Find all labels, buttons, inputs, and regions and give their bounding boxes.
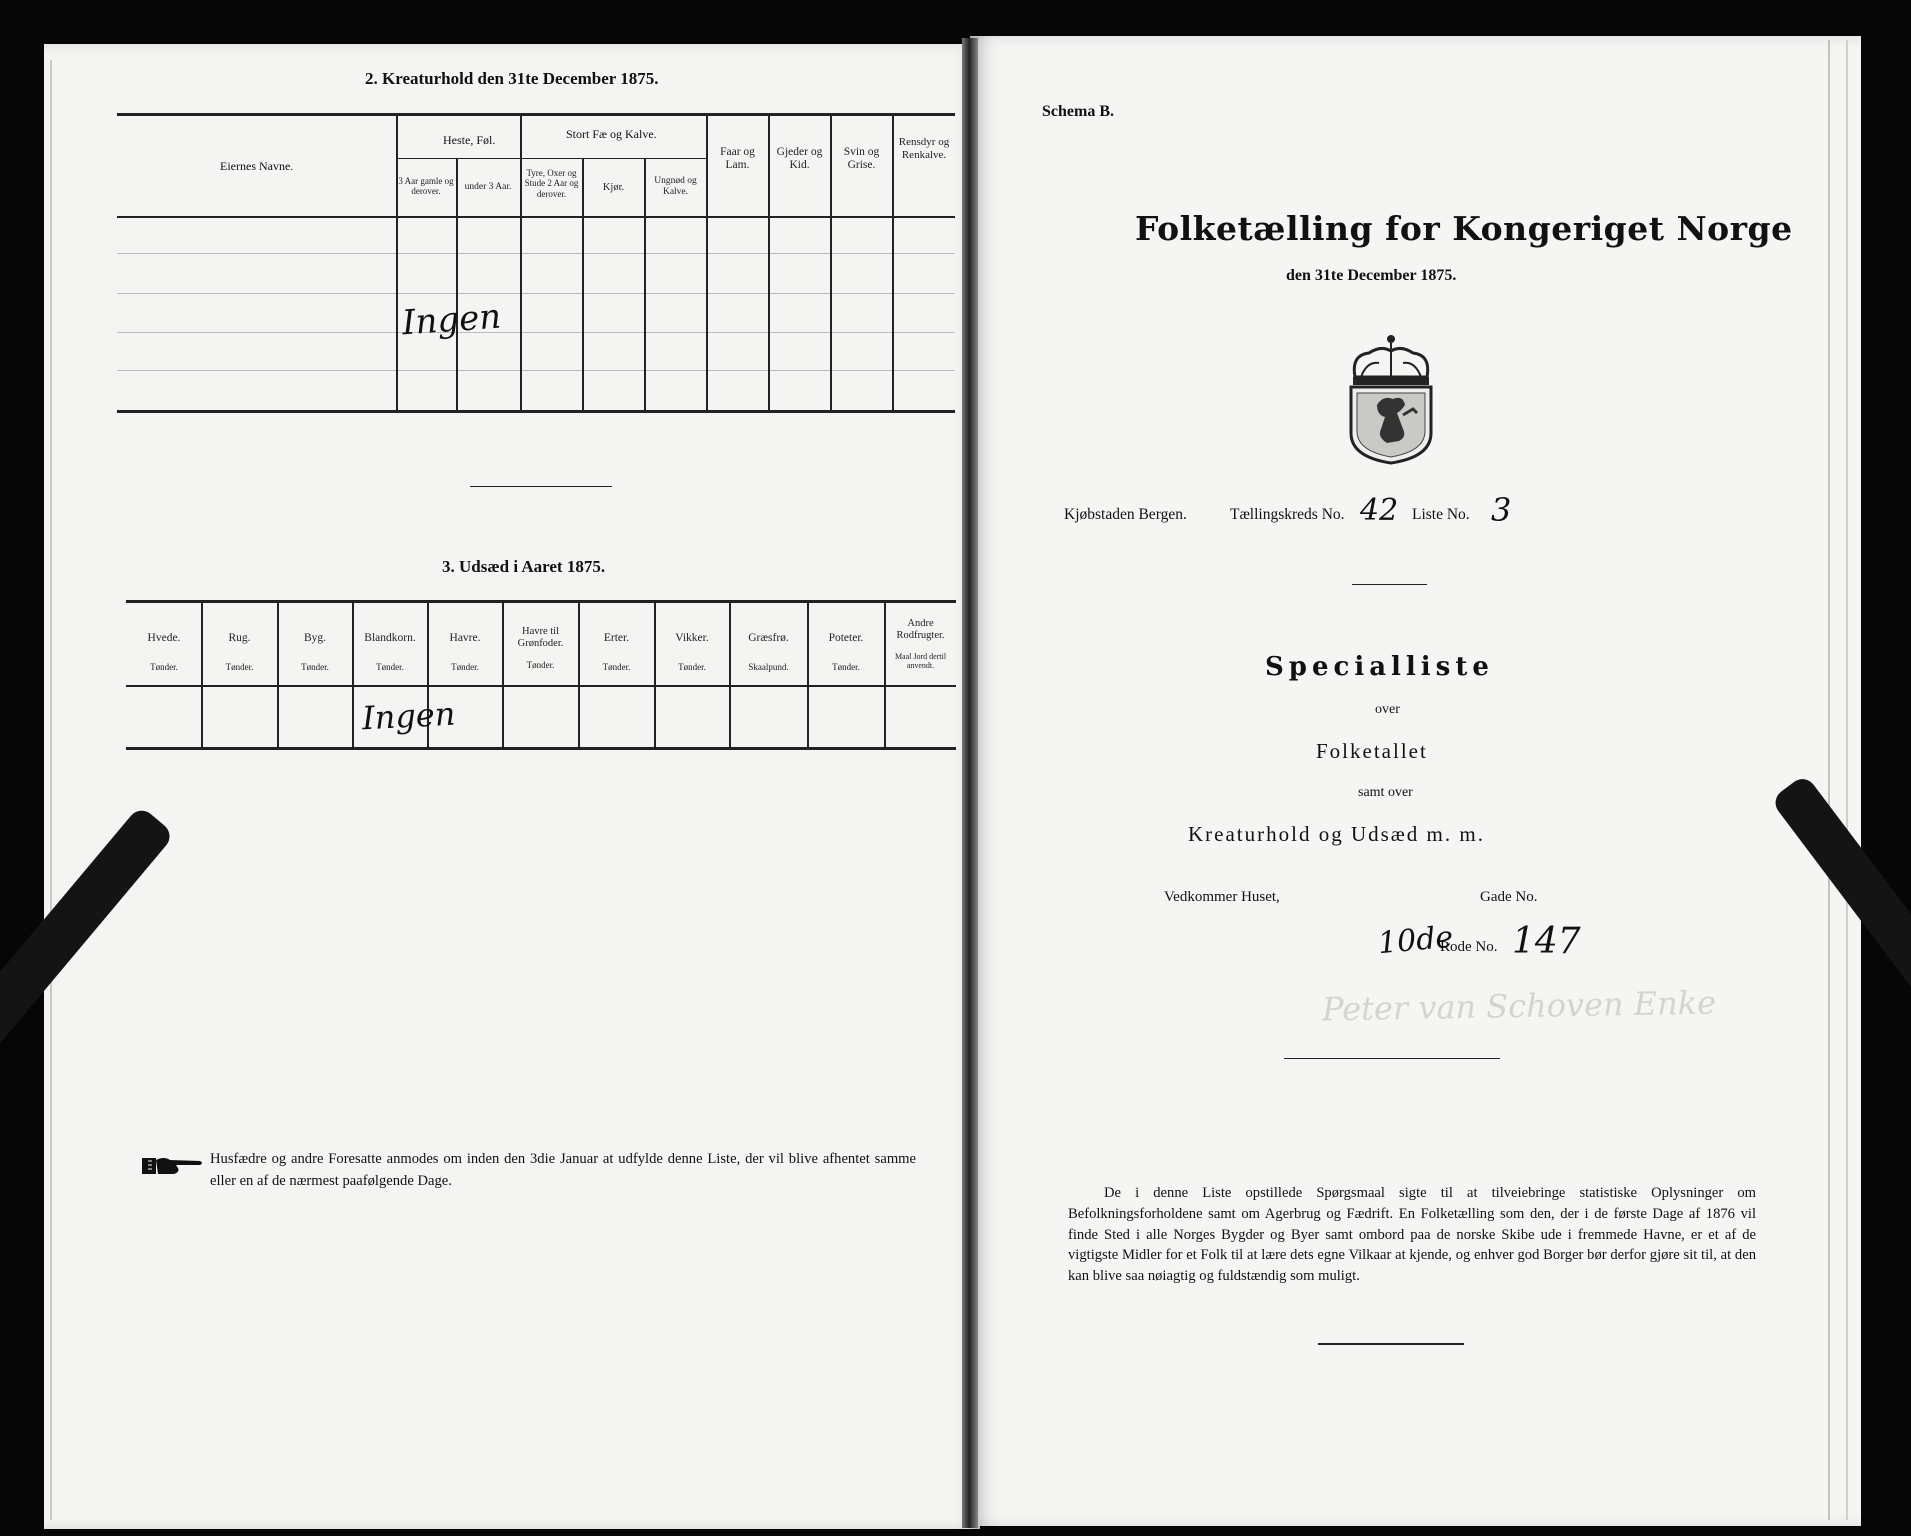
crop-col-name: Vikker. — [675, 632, 709, 644]
table3-vline — [578, 600, 580, 748]
table3-header-rule — [126, 685, 956, 687]
section2-heading: 2. Kreaturhold den 31te December 1875. — [365, 69, 659, 88]
col-header: 3 Aar gamle og derover. — [398, 176, 454, 197]
table2-bottom-rule — [117, 410, 955, 413]
owner-col-header: Eiernes Navne. — [220, 159, 294, 173]
crop-col-name: Poteter. — [828, 632, 864, 644]
crop-col-unit: Tønder. — [150, 662, 178, 672]
table3-vline — [729, 600, 731, 748]
book-gutter — [962, 38, 978, 1528]
right-page-edge — [1828, 40, 1830, 1520]
rode-label: Rode No. — [1440, 939, 1498, 955]
crop-col-unit: Tønder. — [678, 662, 706, 672]
crop-col-unit: Tønder. — [225, 662, 254, 672]
crop-col-unit: Tønder. — [602, 662, 631, 672]
left-page-edge — [50, 60, 52, 1520]
separator — [1352, 584, 1427, 585]
col-header: Kjør. — [602, 182, 625, 193]
rode-value: 147 — [1512, 921, 1581, 962]
liste-value: 3 — [1491, 491, 1512, 529]
right-page — [970, 36, 1861, 1526]
kjobstaden-label: Kjøbstaden Bergen. — [1064, 506, 1187, 523]
crop-col-unit: Tønder. — [451, 662, 479, 672]
table2-vline — [582, 158, 584, 410]
crop-col-unit: Tønder. — [301, 662, 329, 672]
crop-col-name: Havre. — [449, 632, 481, 644]
liste-label: Liste No. — [1412, 506, 1470, 523]
folketallet-text: Folketallet — [1316, 739, 1428, 763]
group-header-heste: Heste, Føl. — [443, 133, 496, 147]
specialliste-heading: Specialliste — [1265, 652, 1494, 682]
kreds-value: 42 — [1360, 493, 1399, 528]
coat-of-arms-icon — [1347, 333, 1435, 465]
page-title: Folketælling for Kongeriget Norge — [1135, 209, 1793, 248]
crop-col-name: Hvede. — [147, 632, 181, 644]
table2-vline — [456, 158, 458, 410]
pointing-hand-icon — [140, 1152, 206, 1178]
vedkommer-label: Vedkommer Huset, — [1164, 889, 1280, 905]
crop-col-unit: Tønder. — [526, 660, 555, 670]
crop-col-name: Havre til Grønfoder. — [517, 626, 564, 650]
separator — [470, 486, 612, 487]
gade-label: Gade No. — [1480, 889, 1538, 905]
table3-vline — [807, 600, 809, 748]
schema-label: Schema B. — [1042, 103, 1114, 120]
col-header: Gjeder og Kid. — [776, 146, 823, 172]
crop-col-unit: Skaalpund. — [748, 662, 789, 672]
crop-col-unit: Tønder. — [832, 662, 860, 672]
crop-col-unit: Maal Jord dertil anvendt. — [894, 652, 947, 671]
table3-bottom-rule — [126, 747, 956, 750]
crop-col-unit: Tønder. — [376, 662, 404, 672]
faint-note: Peter van Schoven Enke — [1321, 983, 1717, 1029]
notice-text: Husfædre og andre Foresatte anmodes om inden den 3die Januar at udfylde denne Liste, der vil blive afhentet samme eller en af de nærmest paafølgende Dage. — [210, 1151, 916, 1189]
signature-ingen-udsaed: Ingen — [361, 694, 457, 738]
crop-col-name: Græsfrø. — [748, 632, 789, 644]
separator — [1284, 1058, 1500, 1059]
table3-vline — [352, 600, 354, 748]
kreaturhold-text: Kreaturhold og Udsæd m. m. — [1188, 822, 1485, 846]
left-page — [44, 44, 980, 1529]
table3-vline — [201, 600, 203, 748]
col-header: Svin og Grise. — [843, 146, 880, 172]
table3-vline — [654, 600, 656, 748]
crop-col-name: Erter. — [603, 632, 630, 644]
rode-prefix: 10de — [1376, 919, 1455, 962]
col-header: Rensdyr og Renkalve. — [898, 136, 950, 161]
table3-vline — [502, 600, 504, 748]
col-header: Faar og Lam. — [720, 146, 755, 172]
crop-col-name: Rug. — [228, 632, 251, 644]
footer-paragraph: De i denne Liste opstillede Spørgsmaal sigte til at tilveiebringe statistiske Oplysninger om Befolkningsforholdene samt om Agerbrug og Fædrift. En Folketælling som den, der i de første Dage af 1876 vil finde Sted i alle Norges Bygder og Byer samt ombord paa de norske Skibe ude i fremmede Havne, er et af de vigtigste Midler for et Folk til at lære dets egne Vilkaar at kjende, og enhver god Borger bør derfor gjøre sit til, at den kan blive saa nøiagtig og fuldstændig som muligt. — [1068, 1185, 1756, 1285]
group-header-stort-fae: Stort Fæ og Kalve. — [566, 127, 657, 141]
col-header: Ungnød og Kalve. — [654, 176, 697, 197]
col-header: under 3 Aar. — [464, 182, 512, 192]
section3-heading: 3. Udsæd i Aaret 1875. — [442, 557, 606, 576]
end-rule — [1318, 1343, 1464, 1345]
col-header: Tyre, Oxer og Stude 2 Aar og derover. — [524, 168, 579, 199]
over-text: over — [1375, 702, 1400, 717]
samt-over-text: samt over — [1358, 785, 1413, 800]
crop-col-name: Byg. — [303, 632, 327, 644]
crop-col-name: Blandkorn. — [364, 632, 416, 644]
crop-col-name: Andre Rodfrugter. — [896, 618, 945, 642]
table3-top-rule — [126, 600, 956, 603]
right-page-edge-outer — [1846, 40, 1848, 1520]
signature-ingen: Ingen — [400, 296, 503, 344]
census-date: den 31te December 1875. — [1286, 267, 1457, 284]
table2-subheader-rule — [396, 158, 706, 159]
kreds-label: Tællingskreds No. — [1230, 506, 1345, 523]
table3-vline — [277, 600, 279, 748]
